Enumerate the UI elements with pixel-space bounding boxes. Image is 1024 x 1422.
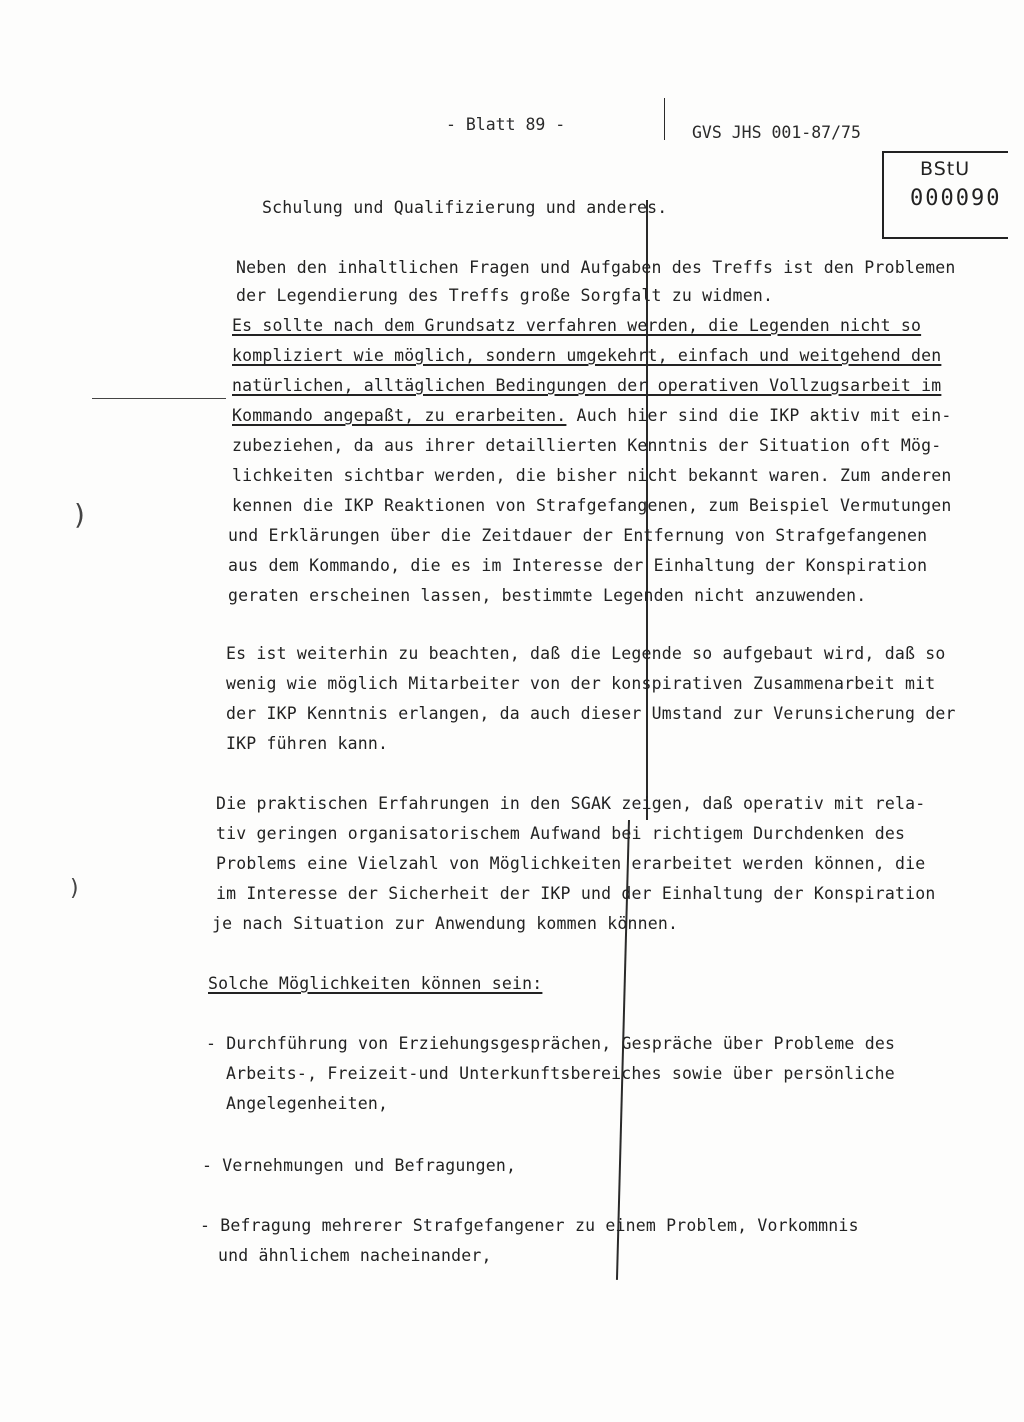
paragraph-1-line-8: lichkeiten sichtbar werden, die bisher nicht bekannt waren. Zum anderen <box>232 466 952 485</box>
punch-hole-mark-top: ) <box>74 498 85 531</box>
paragraph-2-line-2: wenig wie möglich Mitarbeiter von der konspirativen Zusammenarbeit mit <box>226 674 936 693</box>
paragraph-1-line-6-underlined: Kommando angepaßt, zu erarbeiten. <box>232 406 567 425</box>
page-number-label: - Blatt 89 - <box>446 115 566 134</box>
paragraph-3-line-5: je nach Situation zur Anwendung kommen können. <box>212 914 679 933</box>
paragraph-2-line-1: Es ist weiterhin zu beachten, daß die Legende so aufgebaut wird, daß so <box>226 644 946 663</box>
fold-line-top <box>664 98 665 140</box>
paragraph-1-line-12: geraten erscheinen lassen, bestimmte Legenden nicht anzuwenden. <box>228 586 867 605</box>
document-reference: GVS JHS 001-87/75 <box>692 123 861 142</box>
paragraph-3-line-2: tiv geringen organisatorischem Aufwand bei richtigem Durchdenken des <box>216 824 906 843</box>
stamp-number: 000090 <box>910 186 1002 211</box>
paragraph-1-line-6-rest: Auch hier sind die IKP aktiv mit ein- <box>566 406 952 425</box>
paragraph-1-line-7: zubeziehen, da aus ihrer detaillierten Kenntnis der Situation oft Mög- <box>232 436 942 455</box>
paragraph-3-line-3: Problems eine Vielzahl von Möglichkeiten erarbeitet werden können, die <box>216 854 926 873</box>
archive-stamp <box>882 151 1008 239</box>
paragraph-1-line-3: Es sollte nach dem Grundsatz verfahren werden, die Legenden nicht so <box>232 316 922 335</box>
list-heading: Solche Möglichkeiten können sein: <box>208 974 543 993</box>
margin-line <box>92 398 226 399</box>
opening-line: Schulung und Qualifizierung und anderes. <box>262 198 668 217</box>
paragraph-3-line-4: im Interesse der Sicherheit der IKP und der Einhaltung der Konspiration <box>216 884 936 903</box>
paragraph-1-line-11: aus dem Kommando, die es im Interesse der Einhaltung der Konspiration <box>228 556 928 575</box>
paragraph-1-line-10: und Erklärungen über die Zeitdauer der Entfernung von Strafgefangenen <box>228 526 928 545</box>
paragraph-1-line-9: kennen die IKP Reaktionen von Strafgefangenen, zum Beispiel Vermutungen <box>232 496 952 515</box>
paragraph-1-line-1: Neben den inhaltlichen Fragen und Aufgaben des Treffs ist den Problemen <box>236 258 956 277</box>
list-item-1-line-3: Angelegenheiten, <box>226 1094 389 1113</box>
paragraph-2-line-3: der IKP Kenntnis erlangen, da auch dieser Umstand zur Verunsicherung der <box>226 704 956 723</box>
list-item-1-line-1: - Durchführung von Erziehungsgesprächen, Gespräche über Probleme des <box>206 1034 896 1053</box>
paragraph-3-line-1: Die praktischen Erfahrungen in den SGAK zeigen, daß operativ mit rela- <box>216 794 926 813</box>
paragraph-1-line-5: natürlichen, alltäglichen Bedingungen der operativen Vollzugsarbeit im <box>232 376 942 395</box>
paragraph-2-line-4: IKP führen kann. <box>226 734 389 753</box>
paragraph-1-line-4: kompliziert wie möglich, sondern umgekehrt, einfach und weitgehend den <box>232 346 942 365</box>
stamp-label: BStU <box>920 158 971 180</box>
list-item-3-line-2: und ähnlichem nacheinander, <box>218 1246 492 1265</box>
list-item-3-line-1: - Befragung mehrerer Strafgefangener zu einem Problem, Vorkommnis <box>200 1216 859 1235</box>
list-item-2-line-1: - Vernehmungen und Befragungen, <box>202 1156 517 1175</box>
paragraph-1-line-2: der Legendierung des Treffs große Sorgfalt zu widmen. <box>236 286 774 305</box>
list-item-1-line-2: Arbeits-, Freizeit-und Unterkunftsbereiches sowie über persönliche <box>226 1064 895 1083</box>
punch-hole-mark-bottom: ) <box>70 876 79 901</box>
paragraph-1-line-6 <box>232 406 952 426</box>
